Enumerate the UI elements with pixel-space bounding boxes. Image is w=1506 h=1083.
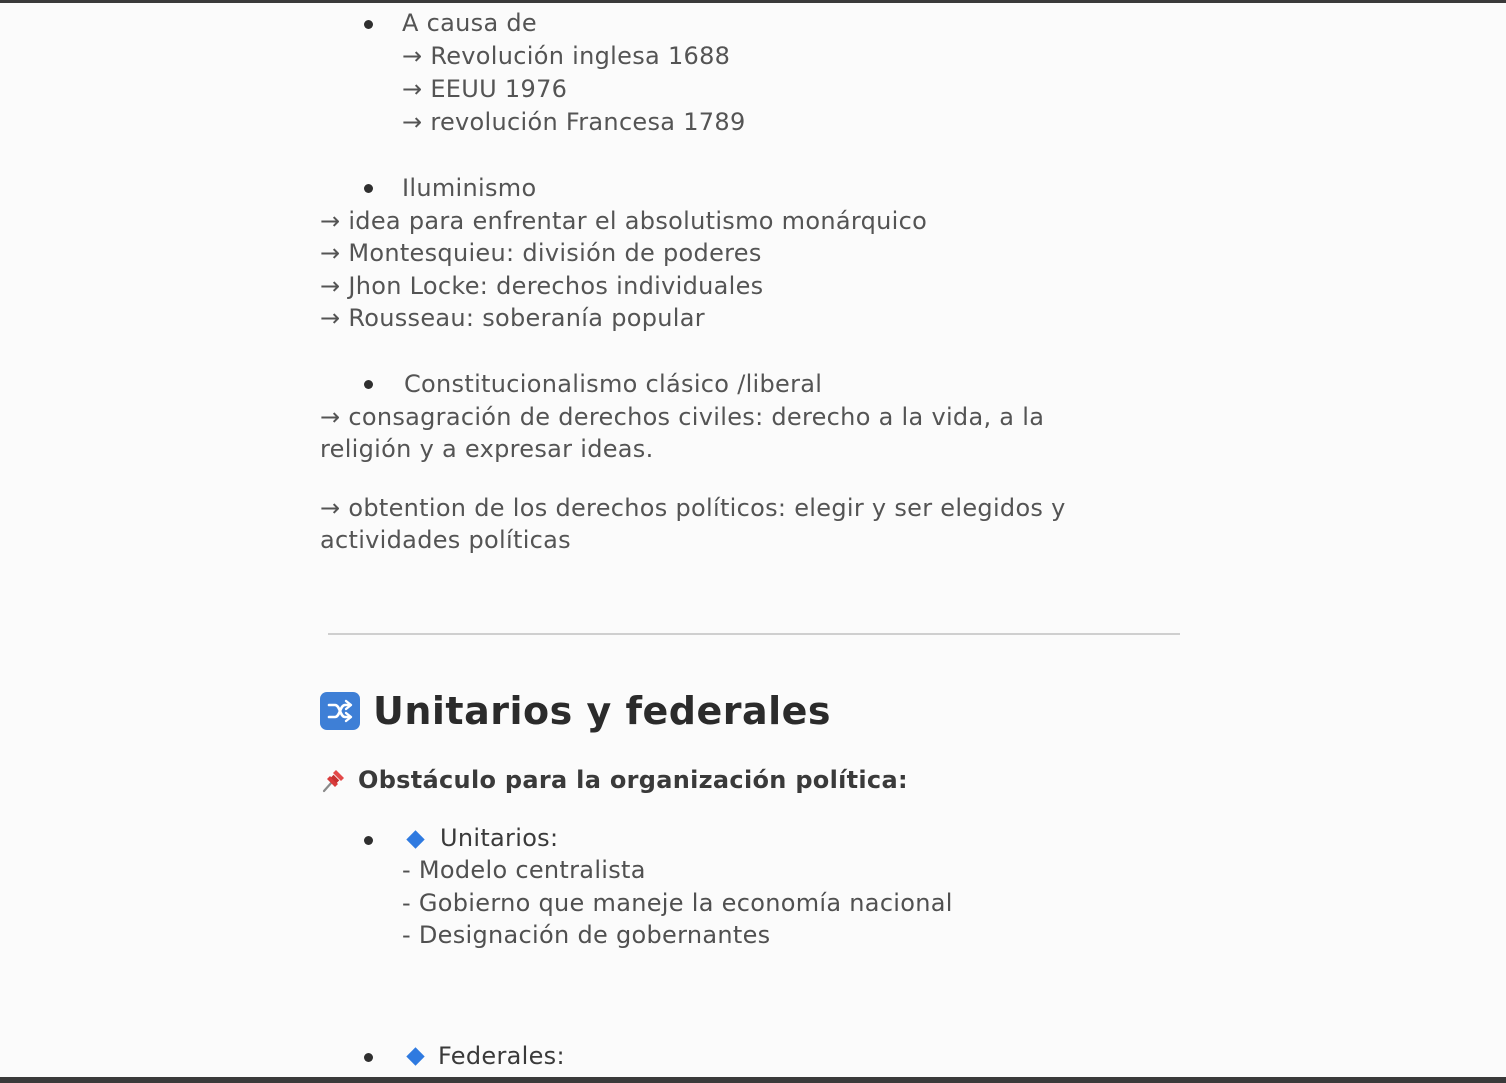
unitarios-item: - Designación de gobernantes [402,921,771,949]
iluminismo-item: → idea para enfrentar el absolutismo monárquico [320,207,928,235]
iluminismo-item: → Rousseau: soberanía popular [320,304,705,332]
shuffle-icon [320,692,360,730]
section-heading [320,685,831,737]
bullet [364,184,373,193]
bullet [364,20,373,29]
causa-item: → EEUU 1976 [402,75,568,103]
unitarios-item: - Modelo centralista [402,856,646,884]
causa-title: A causa de [402,9,537,37]
blue-diamond-icon [406,1047,424,1065]
subheading-text: Obstáculo para la organización política: [358,766,908,794]
bullet [364,1053,373,1062]
unitarios-item: - Gobierno que maneje la economía nacional [402,889,953,917]
iluminismo-title: Iluminismo [402,174,537,202]
pushpin-icon [320,766,348,794]
bullet [364,836,373,845]
constitucionalismo-text: actividades políticas [320,526,571,554]
constitucionalismo-text: → obtention de los derechos políticos: elegir y ser elegidos y [320,494,1066,522]
section-divider [328,633,1180,635]
heading-title: Unitarios y federales [373,689,832,733]
causa-item: → Revolución inglesa 1688 [402,42,731,70]
iluminismo-item: → Montesquieu: división de poderes [320,239,762,267]
unitarios-title: Unitarios: [440,824,559,852]
bullet [364,380,373,389]
federales-title: Federales: [438,1042,565,1070]
causa-item: → revolución Francesa 1789 [402,108,746,136]
document-page [0,3,1506,1077]
subheading [320,763,908,797]
constitucionalismo-text: → consagración de derechos civiles: derecho a la vida, a la [320,403,1045,431]
constitucionalismo-title: Constitucionalismo clásico /liberal [404,370,823,398]
constitucionalismo-text: religión y a expresar ideas. [320,435,654,463]
blue-diamond-icon [406,830,424,848]
iluminismo-item: → Jhon Locke: derechos individuales [320,272,764,300]
